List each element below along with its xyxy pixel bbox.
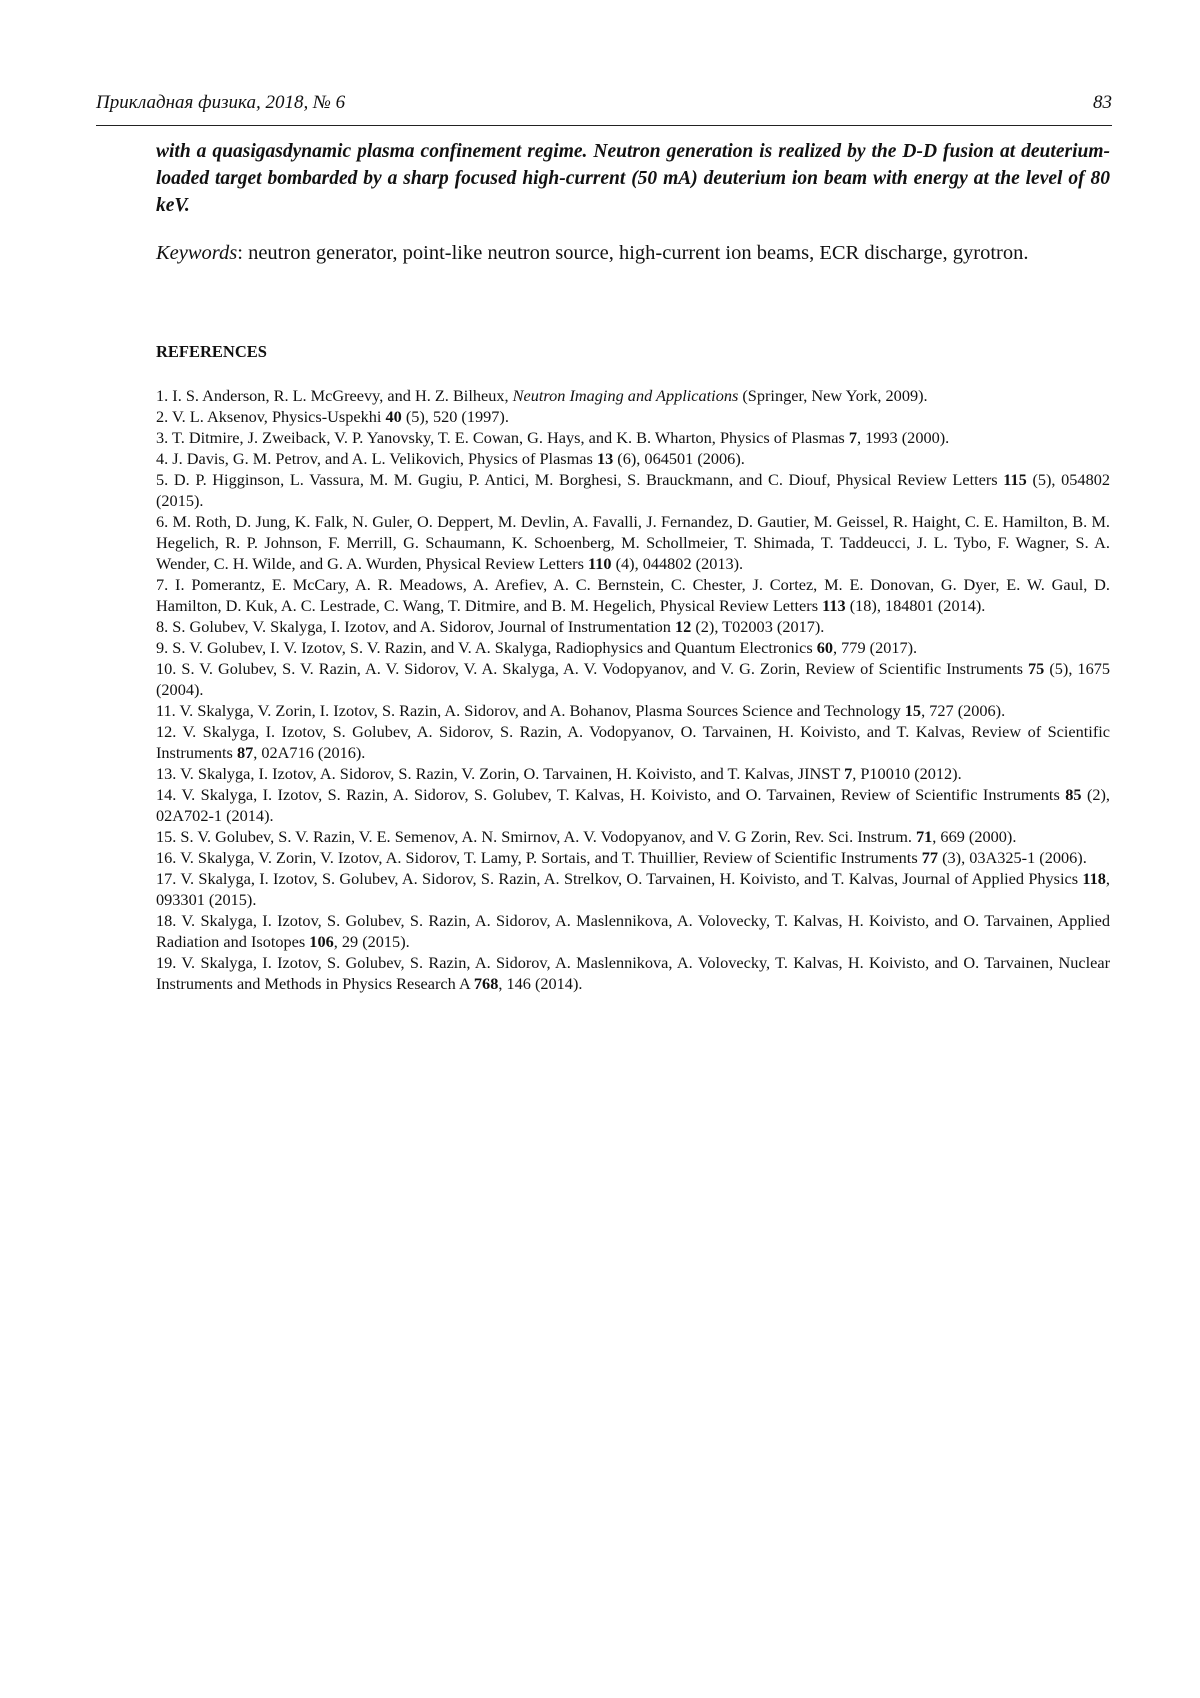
references-heading: REFERENCES bbox=[156, 342, 267, 361]
reference-item: 8. S. Golubev, V. Skalyga, I. Izotov, and A. Sidorov, Journal of Instrumentation 12 (2), T02003 (2017). bbox=[156, 617, 825, 636]
reference-number: 2. bbox=[156, 407, 169, 426]
keywords-line bbox=[156, 242, 1116, 265]
running-header bbox=[96, 92, 1112, 122]
keywords-label: Keywords bbox=[156, 242, 238, 264]
reference-item: 2. V. L. Aksenov, Physics-Uspekhi 40 (5), 520 (1997). bbox=[156, 407, 509, 426]
reference-number: 14. bbox=[156, 785, 177, 804]
reference-number: 16. bbox=[156, 848, 177, 867]
reference-number: 1. bbox=[156, 386, 169, 405]
abstract-text: with a quasigasdynamic plasma confinement regime. Neutron generation is realized by the D-D fusion at deuterium-loaded target bombarded by a sharp focused high-current (50 mA) deuterium ion beam with energy at the level of 80 keV. bbox=[156, 141, 1110, 216]
reference-item: 14. V. Skalyga, I. Izotov, S. Razin, A. Sidorov, S. Golubev, T. Kalvas, H. Koivisto, and O. Tarvainen, Review of Scientific Instruments 85 (2), 02A702-1 (2014). bbox=[156, 785, 1111, 825]
reference-item: 3. T. Ditmire, J. Zweiback, V. P. Yanovsky, T. E. Cowan, G. Hays, and K. B. Wharton, Physics of Plasmas 7, 1993 (2000). bbox=[156, 428, 950, 447]
page-number: 83 bbox=[1093, 92, 1112, 113]
reference-item: 9. S. V. Golubev, I. V. Izotov, S. V. Razin, and V. A. Skalyga, Radiophysics and Quantum Electronics 60, 779 (2017). bbox=[156, 638, 918, 657]
reference-number: 9. bbox=[156, 638, 169, 657]
reference-number: 15. bbox=[156, 827, 177, 846]
reference-number: 17. bbox=[156, 869, 177, 888]
reference-item: 19. V. Skalyga, I. Izotov, S. Golubev, S. Razin, A. Sidorov, A. Maslennikova, A. Volovecky, T. Kalvas, H. Koivisto, and O. Tarvainen, Nuclear Instruments and Methods in Physics Research A 768, 146 (2014). bbox=[156, 953, 1110, 993]
reference-number: 11. bbox=[156, 701, 176, 720]
reference-item: 17. V. Skalyga, I. Izotov, S. Golubev, A. Sidorov, S. Razin, A. Strelkov, O. Tarvainen, H. Koivisto, and T. Kalvas, Journal of Applied Physics 118, 093301 (2015). bbox=[156, 869, 1110, 909]
reference-list bbox=[156, 385, 1110, 994]
reference-item: 5. D. P. Higginson, L. Vassura, M. M. Gugiu, P. Antici, M. Borghesi, S. Brauckmann, and C. Diouf, Physical Review Letters 115 (5), 054802 (2015). bbox=[156, 470, 1110, 510]
reference-item: 16. V. Skalyga, V. Zorin, V. Izotov, A. Sidorov, T. Lamy, P. Sortais, and T. Thuillier, Review of Scientific Instruments 77 (3), 03A325-1 (2006). bbox=[156, 848, 1087, 867]
reference-number: 5. bbox=[156, 470, 169, 489]
reference-number: 19. bbox=[156, 953, 177, 972]
reference-item: 1. I. S. Anderson, R. L. McGreevy, and H. Z. Bilheux, Neutron Imaging and Applications (Springer, New York, 2009). bbox=[156, 386, 928, 405]
reference-number: 12. bbox=[156, 722, 177, 741]
reference-number: 4. bbox=[156, 449, 169, 468]
reference-item: 6. M. Roth, D. Jung, K. Falk, N. Guler, O. Deppert, M. Devlin, A. Favalli, J. Fernandez, D. Gautier, M. Geissel, R. Haight, C. E. Hamilton, B. M. Hegelich, R. P. Johnson, F. Merrill, G. Schaumann, K. Schoenberg, M. Schollmeier, T. Shimada, T. Taddeucci, J. L. Tybo, F. Wagner, S. A. Wender, C. H. Wilde, and G. A. Wurden, Physical Review Letters 110 (4), 044802 (2013). bbox=[156, 512, 1110, 573]
header-rule bbox=[96, 125, 1112, 126]
keywords-text: : neutron generator, point-like neutron source, high-current ion beams, ECR discharge, gyrotron. bbox=[237, 242, 1029, 264]
reference-item: 12. V. Skalyga, I. Izotov, S. Golubev, A. Sidorov, S. Razin, A. Vodopyanov, O. Tarvainen, H. Koivisto, and T. Kalvas, Review of Scientific Instruments 87, 02A716 (2016). bbox=[156, 722, 1110, 762]
reference-item: 10. S. V. Golubev, S. V. Razin, A. V. Sidorov, V. A. Skalyga, A. V. Vodopyanov, and V. G. Zorin, Review of Scientific Instruments 75 (5), 1675 (2004). bbox=[156, 659, 1110, 699]
reference-number: 13. bbox=[156, 764, 177, 783]
reference-item: 13. V. Skalyga, I. Izotov, A. Sidorov, S. Razin, V. Zorin, O. Tarvainen, H. Koivisto, and T. Kalvas, JINST 7, P10010 (2012). bbox=[156, 764, 962, 783]
reference-item: 15. S. V. Golubev, S. V. Razin, V. E. Semenov, A. N. Smirnov, A. V. Vodopyanov, and V. G Zorin, Rev. Sci. Instrum. 71, 669 (2000). bbox=[156, 827, 1017, 846]
reference-number: 7. bbox=[156, 575, 169, 594]
reference-number: 10. bbox=[156, 659, 177, 678]
reference-item: 7. I. Pomerantz, E. McCary, A. R. Meadows, A. Arefiev, A. C. Bernstein, C. Chester, J. Cortez, M. E. Donovan, G. Dyer, E. W. Gaul, D. Hamilton, D. Kuk, A. C. Lestrade, C. Wang, T. Ditmire, and B. M. Hegelich, Physical Review Letters 113 (18), 184801 (2014). bbox=[156, 575, 1110, 615]
reference-number: 3. bbox=[156, 428, 169, 447]
reference-item: 11. V. Skalyga, V. Zorin, I. Izotov, S. Razin, A. Sidorov, and A. Bohanov, Plasma Sources Science and Technology 15, 727 (2006). bbox=[156, 701, 1006, 720]
reference-number: 6. bbox=[156, 512, 169, 531]
reference-item: 18. V. Skalyga, I. Izotov, S. Golubev, S. Razin, A. Sidorov, A. Maslennikova, A. Volovecky, T. Kalvas, H. Koivisto, and O. Tarvainen, Applied Radiation and Isotopes 106, 29 (2015). bbox=[156, 911, 1110, 951]
reference-number: 18. bbox=[156, 911, 177, 930]
journal-title: Прикладная физика, 2018, № 6 bbox=[96, 92, 346, 113]
reference-item: 4. J. Davis, G. M. Petrov, and A. L. Velikovich, Physics of Plasmas 13 (6), 064501 (2006). bbox=[156, 449, 745, 468]
reference-number: 8. bbox=[156, 617, 169, 636]
